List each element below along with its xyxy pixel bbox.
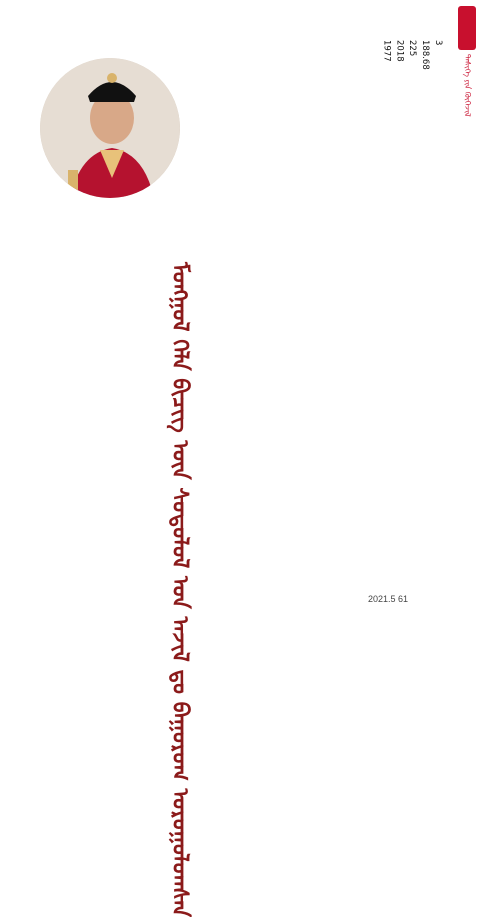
page-number: 61 [397, 594, 408, 604]
article-title: ᠮᠣᠩᠭᠣᠯ ᠬᠡᠯᠡ ᠪᠢᠴᠢᠭ ᠦᠨ ᠰᠤᠳᠤᠯᠤᠯ ᠤᠨ ᠠᠵᠢᠯ ᠳᠤ ᠪᠠᠭᠤᠷᠤᠭ ᠣᠷᠣᠭᠤᠯᠤᠭᠰᠠᠨ [167, 262, 193, 917]
section-ribbon [456, 0, 480, 150]
count-mention: 225 [407, 40, 418, 57]
article-body [14, 40, 444, 550]
issue-number: 2021.5 [367, 594, 396, 604]
section-badge [458, 6, 476, 50]
body-text-block [379, 40, 444, 550]
year-mention-2: 2018 [394, 40, 405, 62]
section-label: ᠲᠡᠰᠢᠭᠡ ᠶᠢᠨ ᠬᠥᠭᠡᠵᠢᠯ [463, 54, 472, 117]
year-mention: 1977 [381, 40, 392, 62]
count-mention-2: 188.68 [420, 40, 431, 70]
count-mention-3: 3 [433, 40, 443, 46]
page-footer [368, 594, 408, 604]
